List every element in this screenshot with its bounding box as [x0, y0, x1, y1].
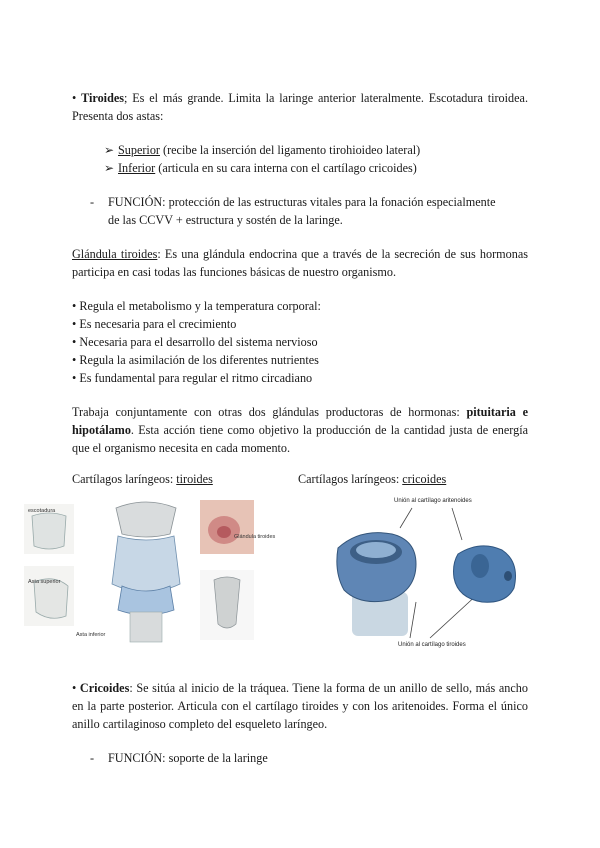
tiroides-figure — [24, 494, 276, 644]
figure-label: Asta inferior — [76, 632, 106, 638]
trabaja-post: . Esta acción tiene como objetivo la producción de la cantidad justa de energía que el organismo necesita en cada momento. — [72, 423, 528, 455]
trabaja-pre: Trabaja conjuntamente con otras dos glándulas productoras de hormonas: — [72, 405, 467, 419]
arrow-bullet-icon: ➢ — [104, 161, 115, 175]
list-item: • Es fundamental para regular el ritmo circadiano — [72, 371, 313, 385]
caption-underlined: cricoides — [402, 472, 447, 486]
cricoides-text: : Se sitúa al inicio de la tráquea. Tiene la forma de un anillo de sello, más ancho en la parte posterior. Articula con el cartílago tiroides y con los aritenoides. Forma el único anillo cartilaginoso completo del esqueleto laríngeo. — [72, 681, 528, 731]
caption-tiroides — [72, 472, 213, 487]
list-item: • Regula el metabolismo y la temperatura corporal: — [72, 299, 321, 313]
figure-label: Unión al cartílago tiroides — [398, 642, 466, 648]
list-item: • Es necesaria para el crecimiento — [72, 317, 237, 331]
tiroides-text: ; Es el más grande. Limita la laringe anterior lateralmente. Escotadura tiroidea. Presenta dos astas: — [72, 91, 528, 123]
asta-inferior-desc: (articula en su cara interna con el cartílago cricoides) — [155, 161, 417, 175]
glandula-title: Glándula tiroides — [72, 247, 158, 261]
bullet: • — [72, 91, 77, 105]
bullet: • — [72, 681, 77, 695]
caption-text: Cartílagos laríngeos: — [72, 472, 177, 486]
asta-superior-name: Superior — [118, 143, 160, 157]
figure-label: Asta superior — [28, 579, 61, 585]
trabaja-paragraph — [72, 403, 528, 457]
figure-label: Glándula tiroides — [234, 534, 276, 540]
asta-inferior-item — [104, 159, 417, 177]
figure-label: escotadura — [28, 508, 56, 514]
cricoides-paragraph — [72, 679, 528, 733]
funcion-dash: - — [90, 751, 95, 765]
caption-cricoides — [298, 472, 446, 487]
list-item: • Necesaria para el desarrollo del sistema nervioso — [72, 335, 318, 349]
list-item: • Regula la asimilación de los diferentes nutrientes — [72, 353, 319, 367]
asta-superior-desc: (recibe la inserción del ligamento tirohioideo lateral) — [159, 143, 421, 157]
asta-superior-item — [104, 141, 420, 159]
glandula-text: : Es una glándula endocrina que a través de la secreción de sus hormonas participa en casi todas las funciones básicas de nuestro organismo. — [72, 247, 528, 279]
arrow-bullet-icon: ➢ — [104, 143, 115, 157]
asta-inferior-name: Inferior — [118, 161, 156, 175]
trabaja-bold: pituitaria e hipotálamo — [72, 405, 528, 437]
caption-underlined: tiroides — [176, 472, 213, 486]
cricoides-title: Cricoides — [79, 681, 130, 695]
cricoides-figure — [330, 492, 530, 652]
tiroides-illustration — [24, 494, 264, 644]
figure-label: Unión al cartílago aritenoides — [394, 498, 472, 504]
caption-text: Cartílagos laríngeos: — [298, 472, 403, 486]
tiroides-funcion-line1: FUNCIÓN: protección de las estructuras vitales para la fonación especialmente — [108, 195, 496, 209]
tiroides-funcion-line2: de las CCVV + estructura y sostén de la laringe. — [108, 213, 343, 227]
cricoides-illustration — [330, 492, 530, 652]
tiroides-title: Tiroides — [81, 91, 125, 105]
glandula-paragraph — [72, 245, 528, 281]
funcion-dash: - — [90, 195, 95, 209]
cricoides-funcion: FUNCIÓN: soporte de la laringe — [108, 751, 268, 765]
tiroides-paragraph — [72, 89, 528, 125]
